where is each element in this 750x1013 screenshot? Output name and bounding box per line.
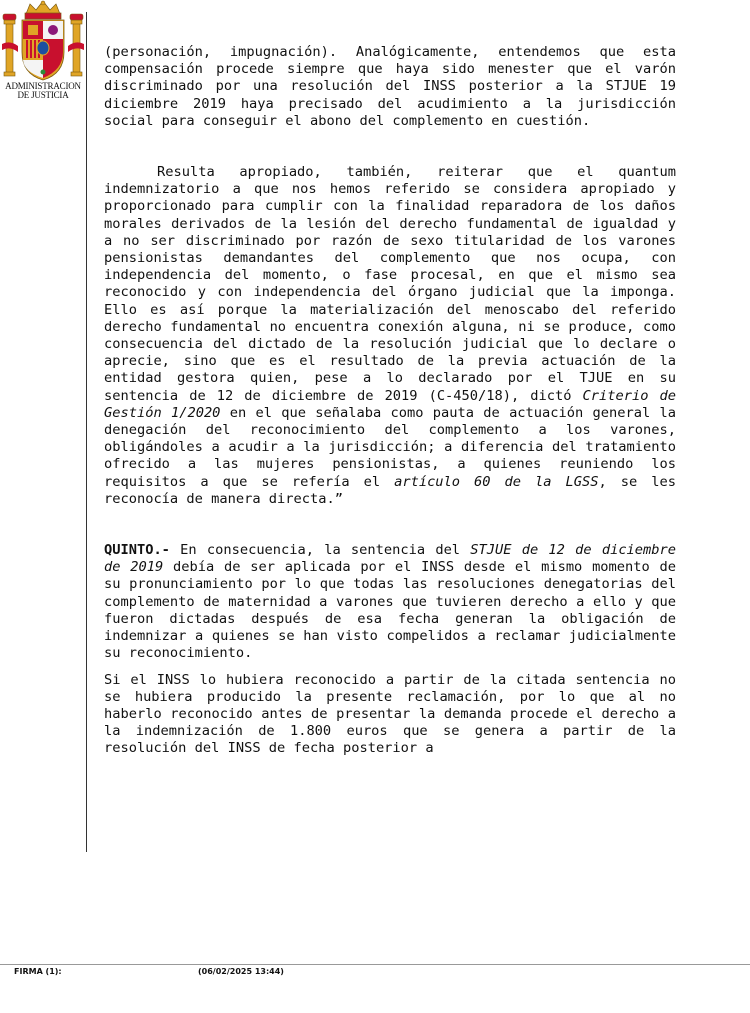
section-heading-quinto: QUINTO.- bbox=[104, 542, 170, 559]
left-margin-rule bbox=[86, 12, 87, 852]
paragraph-4: Si el INSS lo hubiera reconocido a partir de la citada sentencia no se hubiera producido la presente reclamación, por lo que al no haberlo reconocido antes de presentar la demanda procede el derecho a la indemnización de 1.800 euros que se genera a partir de la resolución del INSS de fecha posterior a bbox=[104, 671, 676, 757]
paragraph-2 bbox=[104, 164, 676, 508]
signature-label: FIRMA (1): bbox=[14, 967, 62, 976]
paragraph-3 bbox=[104, 542, 676, 662]
paragraph-2-text-b: en el que señalaba como pauta de actuación general la denegación del reconocimiento del complemento a los varones, obligándoles a acudir a la jurisdicción; a diferencia del tratamiento ofrecido a las mujeres pensionistas, a quienes reuniendo los requisitos a que se refería el bbox=[104, 404, 676, 490]
paragraph-3-text-b: debía de ser aplicada por el INSS desde el mismo momento de su pronunciamiento por lo que todas las resoluciones denegatorias del complemento de maternidad a varones que tuvieren derecho a ello y que fueron dictadas después de esa fecha generan la obligación de indemnizar a quienes se han visto compelidos a reclamar judicialmente su reconocimiento. bbox=[104, 559, 676, 662]
signature-date: (06/02/2025 13:44) bbox=[198, 967, 284, 976]
document-body bbox=[104, 44, 676, 758]
paragraph-3-text-a: En consecuencia, la sentencia del bbox=[169, 542, 471, 559]
stjue-reference: STJUE de 12 de diciembre de 2019 bbox=[104, 542, 676, 576]
paragraph-2-text-c: , se les reconocía de manera directa.” bbox=[104, 473, 676, 507]
paragraph-1: (personación, impugnación). Analógicamente, entendemos que esta compensación procede siempre que haya sido menester que el varón discriminado por una resolución del INSS posterior a la STJUE 19 diciembre 2019 haya precisado del acudimiento a la jurisdicción social para conseguir el abono del complemento en cuestión. bbox=[104, 44, 676, 129]
criterio-gestion-reference: Criterio de Gestión 1/2020 bbox=[104, 387, 676, 421]
spain-coat-of-arms-icon bbox=[0, 0, 86, 82]
lgss-article-reference: artículo 60 de la LGSS bbox=[394, 473, 599, 490]
coat-of-arms bbox=[0, 0, 86, 100]
paragraph-2-text-a: Resulta apropiado, también, reiterar que el quantum indemnizatorio a que nos hemos referido se considera apropiado y proporcionado para cumplir con la finalidad reparadora de los daños morales derivados de la lesión del derecho fundamental de igualdad y a no ser discriminado por razón de sexo titularidad de los varones pensionistas demandantes del complemento que nos ocupa, con independencia del momento, o fase procesal, en que el mismo sea reconocido y con independencia del órgano judicial que la imponga. Ello es así porque la materialización del menoscabo del referido derecho fundamental no encuentra conexión alguna, ni se produce, como consecuencia del dictado de la resolución judicial que lo declare o aprecie, sino que es el resultado de la previa actuación de la entidad gestora quien, pese a lo declarado por el TJUE en su sentencia de 12 de diciembre de 2019 (C-450/18), dictó bbox=[104, 164, 676, 404]
agency-name-line-1: ADMINISTRACION bbox=[5, 81, 81, 91]
footer-divider bbox=[0, 964, 750, 965]
agency-name-line-2: DE JUSTICIA bbox=[17, 90, 69, 100]
